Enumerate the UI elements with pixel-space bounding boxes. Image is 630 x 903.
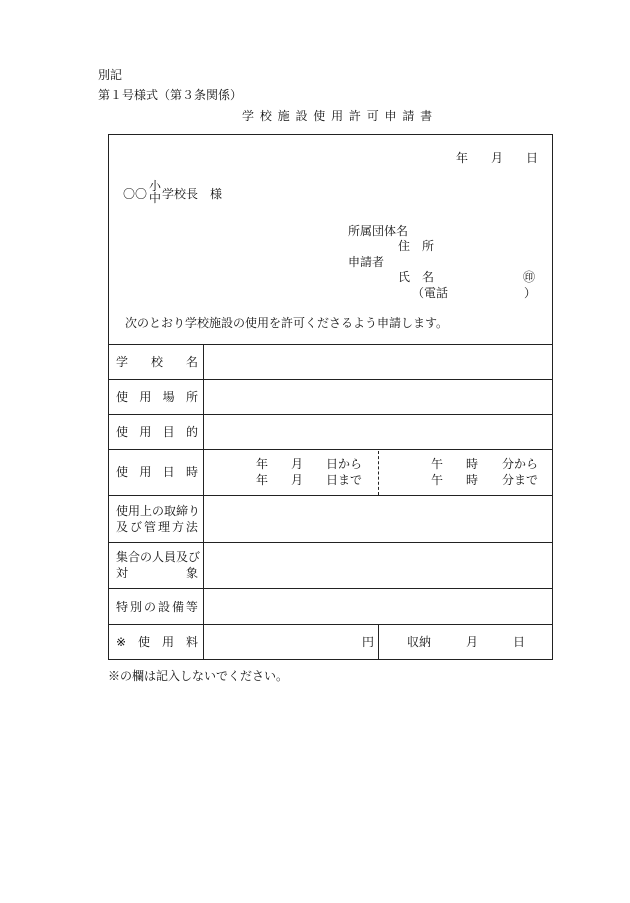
- phone-label: （電話: [412, 286, 449, 300]
- form-title: 学 校 施 設 使 用 許 可 申 請 書: [242, 109, 434, 123]
- receipt-day: 日: [513, 635, 526, 649]
- row-divider: [109, 414, 552, 415]
- to-ampm: 午: [431, 473, 444, 487]
- label-use-purpose: 使 用 目 的: [116, 425, 198, 439]
- school-type-upper: 小: [149, 179, 162, 193]
- receipt-label: 収納: [407, 635, 432, 649]
- label-management-line2: 及 び 管 理 方 法: [116, 520, 198, 534]
- form-number: 第１号様式（第３条関係）: [98, 88, 243, 102]
- org-name-label: 所属団体名: [348, 224, 409, 238]
- school-type-lower: 中: [149, 191, 162, 205]
- label-school-name: 学 校 名: [116, 355, 198, 369]
- date-year: 年: [456, 151, 469, 165]
- to-year: 年: [256, 473, 269, 487]
- phone-close: ）: [524, 286, 537, 300]
- row-divider: [109, 542, 552, 543]
- label-use-datetime: 使 用 日 時: [116, 465, 198, 479]
- addressee-suffix: 学校長 様: [162, 187, 223, 201]
- from-day: 日から: [326, 457, 363, 471]
- row-divider: [109, 449, 552, 450]
- application-form: [108, 134, 553, 660]
- footnote: ※の欄は記入しないでください。: [108, 669, 289, 683]
- label-use-place: 使 用 場 所: [116, 390, 198, 404]
- request-text: 次のとおり学校施設の使用を許可くださるよう申請します。: [125, 316, 449, 330]
- label-people-line2: 対 象: [116, 566, 198, 580]
- from-hour: 時: [466, 457, 479, 471]
- label-special-equipment: 特 別 の 設 備 等: [116, 600, 198, 614]
- addressee-prefix: 〇〇: [123, 187, 148, 201]
- from-year: 年: [256, 457, 269, 471]
- date-month: 月: [491, 151, 504, 165]
- row-divider: [109, 624, 552, 625]
- from-minute: 分から: [502, 457, 539, 471]
- to-month: 月: [291, 473, 304, 487]
- fee-yen: 円: [362, 635, 375, 649]
- from-ampm: 午: [431, 457, 444, 471]
- receipt-month: 月: [466, 635, 479, 649]
- label-management-line1: 使用上の取締り: [116, 504, 201, 518]
- appendix-label: 別記: [98, 68, 123, 82]
- to-hour: 時: [466, 473, 479, 487]
- datetime-divider: [378, 451, 379, 495]
- applicant-label: 申請者: [348, 255, 385, 269]
- fee-divider: [378, 624, 379, 659]
- to-day: 日まで: [326, 473, 363, 487]
- label-usage-fee: ※ 使 用 料: [116, 635, 198, 649]
- from-month: 月: [291, 457, 304, 471]
- row-divider: [109, 379, 552, 380]
- row-divider: [109, 344, 552, 345]
- row-divider: [109, 588, 552, 589]
- seal-mark: ㊞: [523, 270, 536, 284]
- row-divider: [109, 495, 552, 496]
- label-people-line1: 集合の人員及び: [116, 550, 201, 564]
- label-column-divider: [203, 344, 204, 659]
- to-minute: 分まで: [502, 473, 539, 487]
- date-day: 日: [526, 151, 539, 165]
- name-label: 氏 名: [398, 270, 435, 284]
- address-label: 住 所: [398, 239, 435, 253]
